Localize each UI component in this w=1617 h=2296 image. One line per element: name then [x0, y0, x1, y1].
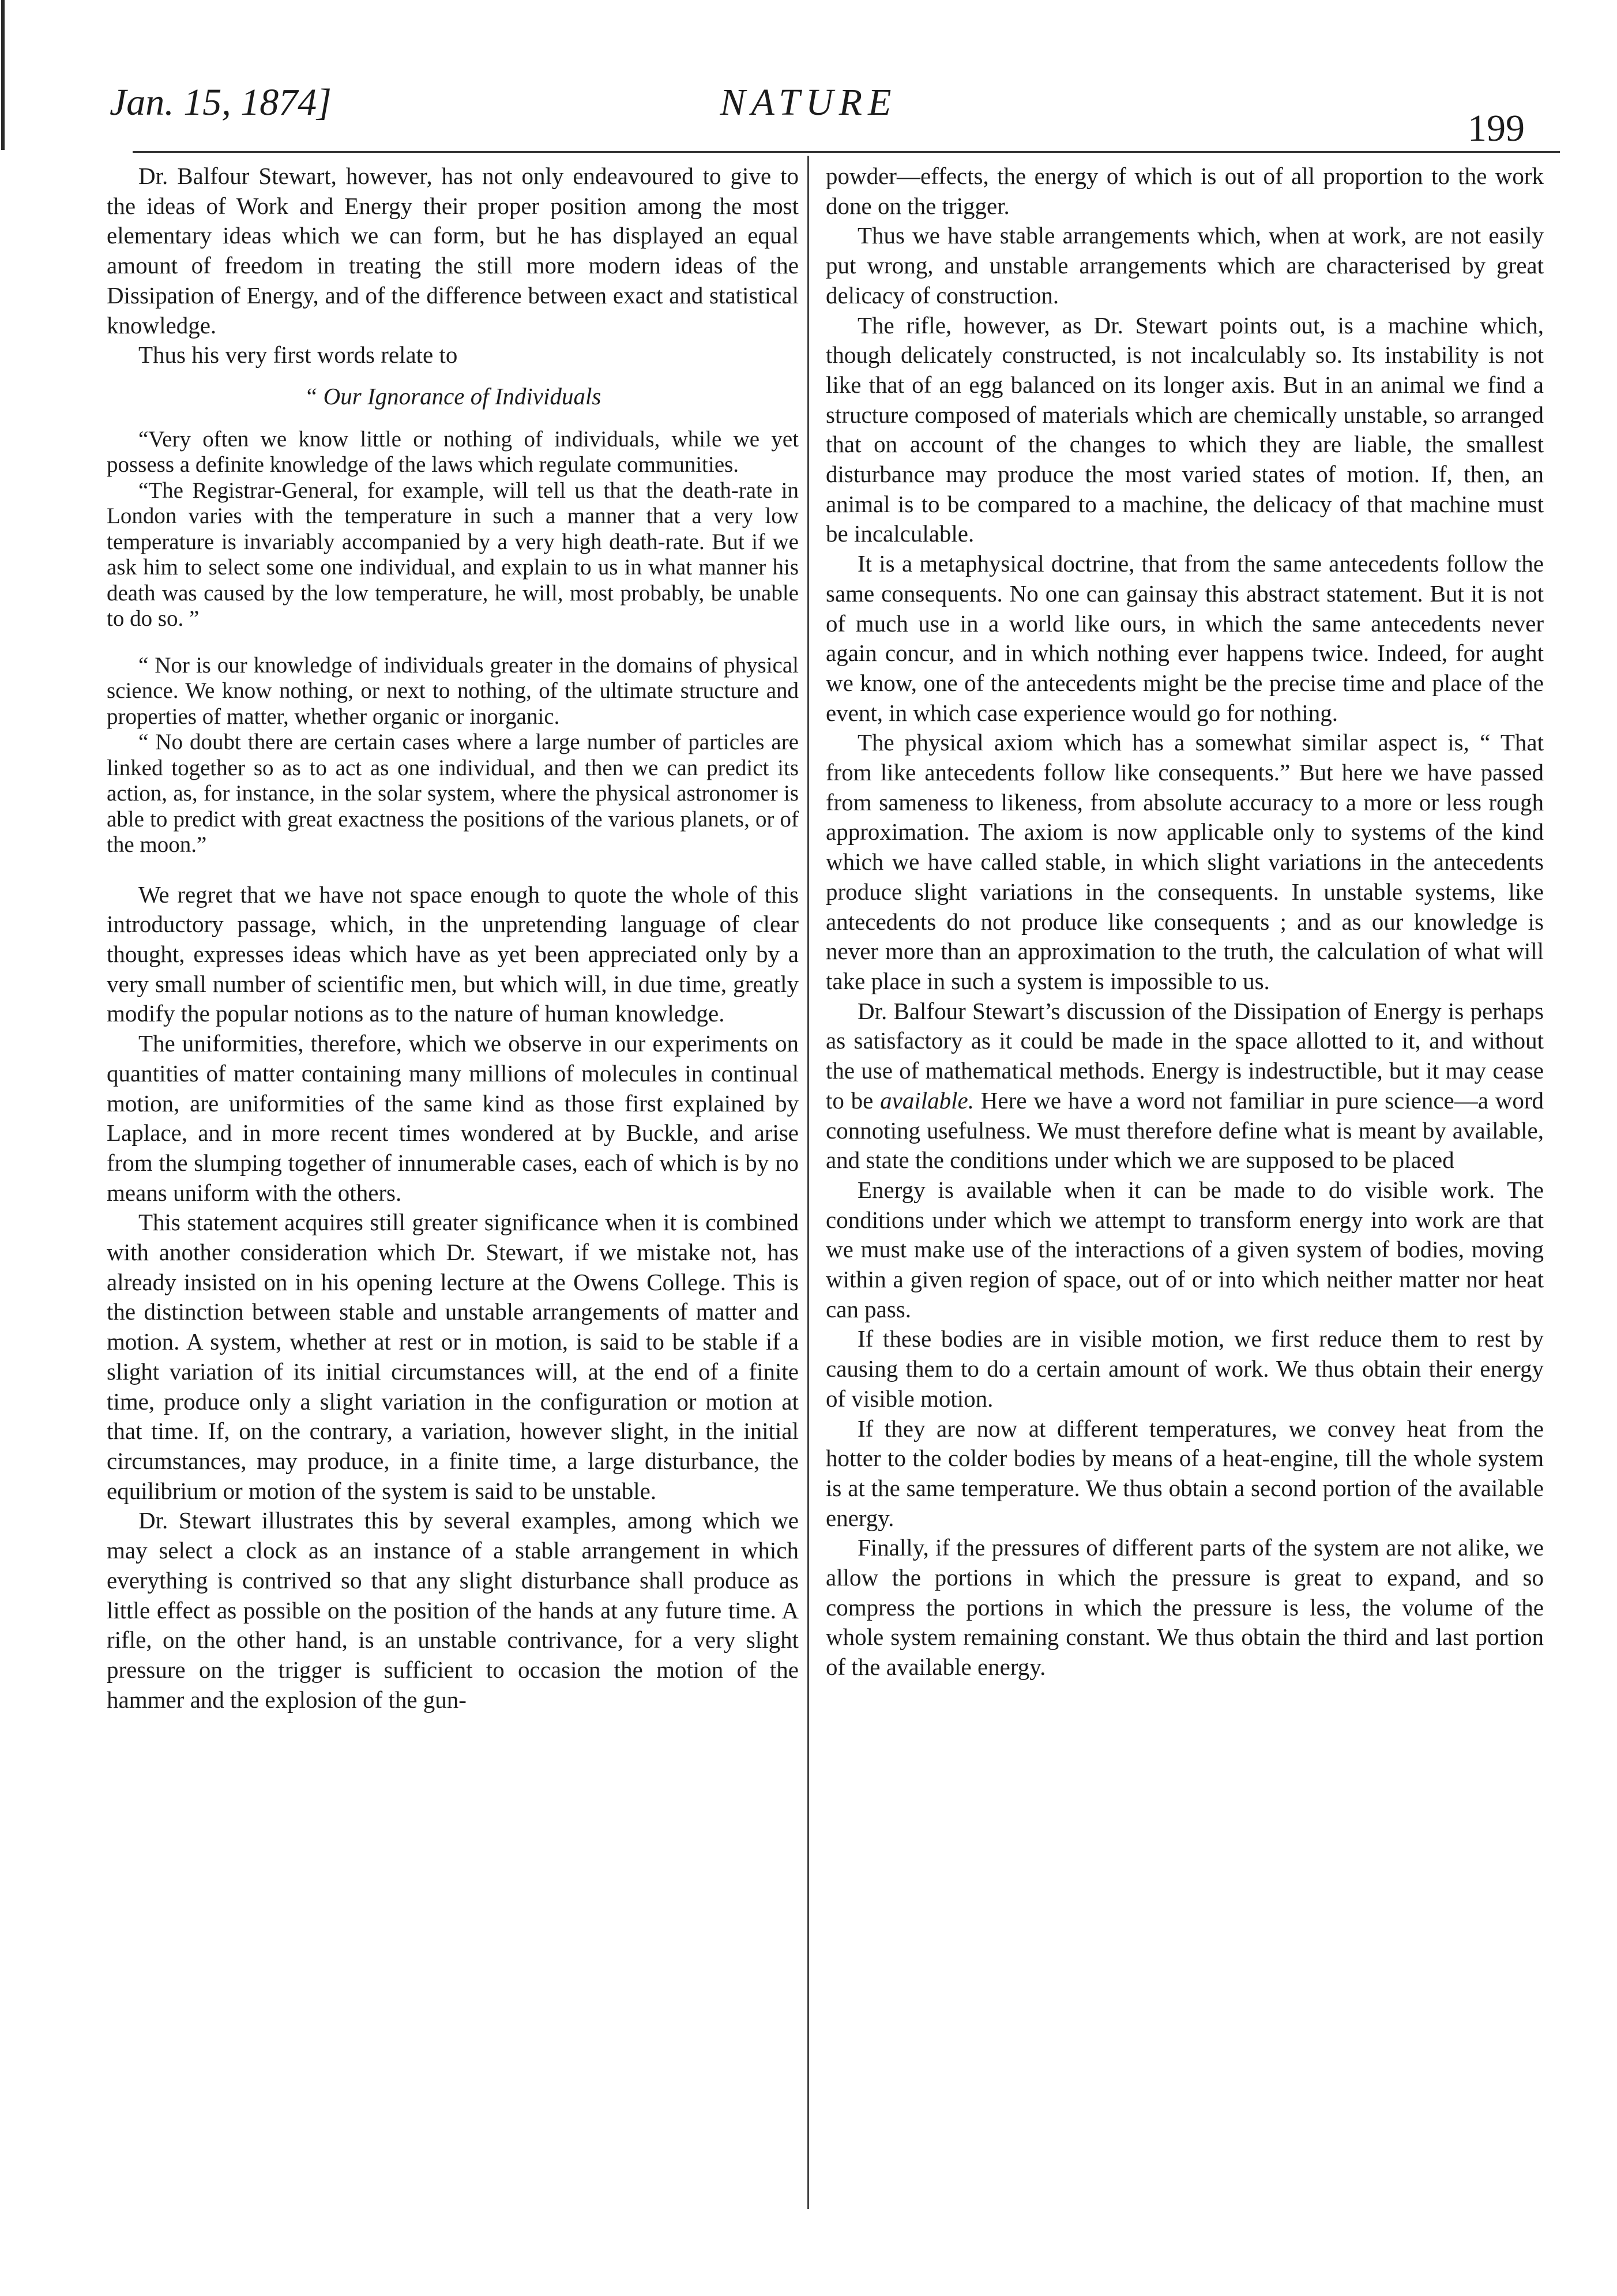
- paragraph: The physical axiom which has a somewhat similar aspect is, “ That from like antecedents follow like consequents.” But here we have passed from sameness to likeness, from absolute accuracy to a more or less rough approximation. The axiom is now applicable only to systems of the kind which we have called stable, in which slight variations in the antecedents produce slight variations in the consequents. In unstable systems, like antecedents do not produce like consequents ; and as our knowledge is never more than an approximation to the truth, the calculation of what will take place in such a system is impossible to us.: [826, 729, 1544, 994]
- paragraph: If these bodies are in visible motion, we first reduce them to rest by causing them to do a certain amount of work. We thus obtain their energy of visible motion.: [826, 1325, 1544, 1412]
- paragraph: Thus his very first words relate to: [138, 341, 458, 369]
- paragraph: This statement acquires still greater significance when it is combined with another consideration which Dr. Stewart, if we mistake not, has already insisted on in his opening lecture at the Owens College. This is the distinction between stable and unstable arrangements of matter and motion. A system, whether at rest or in motion, is said to be stable if a slight variation of its initial circumstances will, at the end of a finite time, produce only a slight variation in the configuration or motion at that time. If, on the contrary, a variation, however slight, in the initial circumstances, may produce, in a finite time, a large disturbance, the equilibrium or motion of the system is said to be unstable.: [107, 1209, 799, 1504]
- page-number: 199: [1468, 107, 1525, 149]
- paragraph: Thus we have stable arrangements which, when at work, are not easily put wrong, and unstable arrangements which are characterised by great delicacy of construction.: [826, 222, 1544, 309]
- journal-title: NATURE: [720, 81, 897, 123]
- paragraph: [826, 997, 1544, 1175]
- binding-edge-mark: [1, 0, 5, 150]
- column-divider: [807, 156, 809, 2209]
- paragraph: powder—effects, the energy of which is out of all proportion to the work done on the trigger.: [826, 163, 1544, 219]
- paragraph-text: Here we have a word not familiar in pure science—a word connoting usefulness. We must therefore define what is meant by available, and state the conditions under which we are supposed to be placed: [826, 1087, 1544, 1174]
- issue-date: Jan. 15, 1874]: [110, 81, 332, 123]
- paragraph: Dr. Balfour Stewart, however, has not only endeavoured to give to the ideas of Work and Energy their proper position among the most elementary ideas which we can form, but he has displayed an equal amount of freedom in treating the still more modern ideas of the Dissipation of Energy, and of the difference between exact and statistical knowledge.: [107, 163, 799, 339]
- paragraph: It is a metaphysical doctrine, that from the same antecedents follow the same consequents. No one can gainsay this abstract statement. But it is not of much use in a world like ours, in which the same antecedents never again concur, and in which nothing ever happens twice. Indeed, for aught we know, one of the antecedents might be the precise time and place of the event, in which case experience would go for nothing.: [826, 550, 1544, 726]
- quote-paragraph: “Very often we know little or nothing of individuals, while we yet possess a definite knowledge of the laws which regulate communities.: [107, 426, 799, 478]
- quote-paragraph: “ Nor is our knowledge of individuals greater in the domains of physical science. We know nothing, or next to nothing, of the ultimate structure and properties of matter, whether organic or inorganic.: [107, 652, 799, 729]
- paragraph: If they are now at different temperatures, we convey heat from the hotter to the colder bodies by means of a heat-engine, till the whole system is at the same temperature. We thus obtain a second portion of the available energy.: [826, 1415, 1544, 1531]
- paragraph: The uniformities, therefore, which we observe in our experiments on quantities of matter containing many millions of molecules in continual motion, are uniformities of the same kind as those first explained by Laplace, and in more recent times wondered at by Buckle, and arise from the slumping together of innumerable cases, each of which is by no means uniform with the others.: [107, 1030, 799, 1206]
- paragraph: Finally, if the pressures of different parts of the system are not alike, we allow the portions in which the pressure is great to expand, and so compress the portions in which the pressure is less, the volume of the whole system remaining constant. We thus obtain the third and last portion of the available energy.: [826, 1534, 1544, 1681]
- quote-paragraph: “ No doubt there are certain cases where a large number of particles are linked together so as to act as one individual, and then we can predict its action, as, for instance, in the solar system, where the physical astronomer is able to predict with great exactness the positions of the various planets, or of the moon.”: [107, 730, 799, 858]
- emphasis-available: available.: [880, 1087, 974, 1114]
- paragraph: The rifle, however, as Dr. Stewart points out, is a machine which, though delicately constructed, is not incalculably so. Its instability is not like that of an egg balanced on its longer axis. But in an animal we find a structure composed of materials which are chemically unstable, so arranged that on account of the changes to which they are liable, the smallest disturbance may produce the most varied states of motion. If, then, an animal is to be compared to a machine, the delicacy of that machine must be incalculable.: [826, 311, 1544, 547]
- left-column: [107, 161, 799, 1715]
- paragraph: Dr. Stewart illustrates this by several examples, among which we may select a clock as an instance of a stable arrangement in which everything is contrived so that any slight disturbance shall produce as little effect as possible on the position of the hands at any future time. A rifle, on the other hand, is an unstable contrivance, for a very slight pressure on the trigger is sufficient to occasion the motion of the hammer and the explosion of the gun-: [107, 1507, 799, 1713]
- header-rule: [133, 151, 1560, 153]
- paragraph-text: Dr. Balfour Stewart’s discussion of the Dissipation of Energy is perhaps as satisfactory as it could be made in the space allotted to it, and without the use of mathematical methods. Energy is indestructible, but it may cease to be: [826, 997, 1544, 1114]
- paragraph: Energy is available when it can be made to do visible work. The conditions under which we attempt to transform energy into work are that we must make use of the interactions of a given system of bodies, moving within a given region of space, out of or into which neither matter nor heat can pass.: [826, 1176, 1544, 1322]
- right-column: [826, 161, 1544, 1682]
- quote-paragraph: “The Registrar-General, for example, will tell us that the death-rate in London varies with the temperature in such a manner that a very low temperature is invariably accompanied by a very high death-rate. But if we ask him to select some one individual, and explain to us in what manner his death was caused by the low temperature, he will, most probably, be unable to do so. ”: [107, 478, 799, 632]
- quote-heading: “ Our Ignorance of Individuals: [304, 382, 601, 409]
- paragraph: We regret that we have not space enough to quote the whole of this introductory passage, which, in the unpretending language of clear thought, expresses ideas which have as yet been appreciated only by a very small number of scientific men, but which will, in due time, greatly modify the popular notions as to the nature of human knowledge.: [107, 881, 799, 1027]
